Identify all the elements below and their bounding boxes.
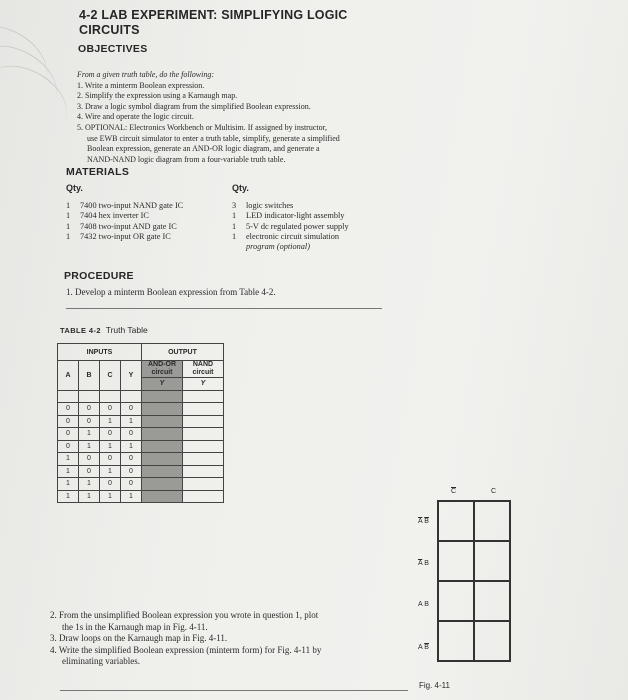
andor-output-cell [142, 415, 183, 428]
nand-output-cell [183, 428, 224, 441]
andor-header-line: circuit [151, 369, 173, 376]
table-row [58, 478, 224, 491]
kmap-cell[interactable] [437, 500, 475, 542]
material-item: program (optional) [246, 242, 310, 252]
kmap-cell[interactable] [437, 540, 475, 582]
material-row [232, 232, 349, 242]
material-item: 7408 two-input AND gate IC [80, 221, 177, 231]
nand-output-cell [183, 465, 224, 478]
objective-item-continued: Boolean expression, generate an AND-OR logic diagram, and generate a [87, 144, 320, 154]
material-item: logic switches [246, 201, 294, 210]
cell-y: 0 [121, 453, 142, 466]
cell-b: 1 [79, 478, 100, 491]
andor-circuit-header [142, 361, 183, 378]
nand-output-cell [183, 403, 224, 416]
kmap-cell[interactable] [473, 540, 511, 582]
objective-item: 3. Draw a logic symbol diagram from the simplified Boolean expression. [77, 101, 311, 111]
nand-y-label: Y [183, 378, 224, 391]
procedure-step-4: 4. Write the simplified Boolean expression (minterm form) for Fig. 4-11 by [50, 644, 322, 655]
material-item: 7432 two-input OR gate IC [80, 231, 171, 241]
kmap-row-var: A [418, 601, 423, 608]
nand-output-cell [183, 478, 224, 491]
materials-heading: MATERIALS [66, 166, 130, 178]
cell-y: 1 [121, 440, 142, 453]
truth-table-group-header [58, 344, 224, 361]
col-b: B [79, 361, 100, 391]
andor-header-line: AND-OR [148, 361, 176, 368]
spacer-cell [79, 390, 100, 403]
nand-output-cell [183, 440, 224, 453]
kmap-row-var: $\overline{B}$ [424, 518, 429, 525]
col-a: A [58, 361, 79, 391]
procedure-step-2: 2. From the unsimplified Boolean expression you wrote in question 1, plot [50, 610, 319, 620]
objective-item: 1. Write a minterm Boolean expression. [77, 80, 205, 90]
nand-header-line: circuit [192, 369, 214, 376]
cell-c: 0 [100, 403, 121, 416]
cell-a: 0 [58, 403, 79, 416]
cell-c: 1 [100, 415, 121, 428]
andor-output-cell [142, 453, 183, 466]
objective-item: 2. Simplify the expression using a Karnaugh map. [77, 91, 238, 101]
cell-b: 0 [79, 453, 100, 466]
kmap-row-label [418, 518, 429, 525]
table-spacer-row [58, 390, 224, 403]
cell-a: 1 [58, 490, 79, 503]
procedure-heading: PROCEDURE [64, 270, 134, 282]
cell-a: 0 [58, 428, 79, 441]
material-item: 7404 hex inverter IC [80, 211, 149, 221]
andor-output-cell [142, 465, 183, 478]
table-row [58, 440, 224, 453]
title-line-2: CIRCUITS [79, 23, 140, 37]
kmap-row-var: B [424, 601, 429, 608]
material-row [232, 201, 349, 211]
procedure-step-2-continued: the 1s in the Karnaugh map in Fig. 4-11. [62, 621, 208, 632]
material-row [66, 201, 183, 211]
cell-b: 0 [79, 465, 100, 478]
cell-c: 0 [100, 478, 121, 491]
procedure-step-4-continued: eliminating variables. [62, 656, 140, 666]
cell-b: 1 [79, 428, 100, 441]
table-row [58, 415, 224, 428]
table-caption-label: TABLE 4-2 [60, 326, 101, 335]
inputs-header: INPUTS [58, 344, 142, 361]
table-row [58, 428, 224, 441]
cell-a: 0 [58, 415, 79, 428]
kmap-col-label-c [491, 488, 496, 495]
cell-b: 0 [79, 403, 100, 416]
andor-output-cell [142, 478, 183, 491]
materials-left-list [66, 201, 183, 242]
qty-label-left: Qty. [66, 183, 83, 193]
table-caption-title: Truth Table [105, 325, 148, 335]
material-qty: 1 [66, 201, 71, 210]
objectives-intro: From a given truth table, do the following: [77, 70, 215, 79]
answer-line [66, 308, 382, 309]
cell-c: 1 [100, 440, 121, 453]
material-qty: 3 [232, 201, 237, 210]
kmap-row-var: B [424, 560, 429, 567]
answer-line [60, 690, 408, 691]
kmap-col-label-text: C [491, 488, 497, 495]
andor-y-label: Y [142, 378, 183, 391]
cell-y: 0 [121, 403, 142, 416]
qty-label-right: Qty. [232, 183, 249, 193]
kmap-cell[interactable] [437, 580, 475, 622]
col-y: Y [121, 361, 142, 391]
material-qty: 1 [66, 231, 71, 241]
andor-output-cell [142, 490, 183, 503]
output-header: OUTPUT [142, 344, 224, 361]
title-line-1: 4-2 LAB EXPERIMENT: SIMPLIFYING LOGIC [79, 8, 348, 22]
material-item: 7400 two-input NAND gate IC [80, 201, 184, 210]
procedure-step-1: 1. Develop a minterm Boolean expression from Table 4-2. [66, 287, 276, 297]
material-qty: 1 [232, 211, 237, 221]
material-row [66, 222, 183, 232]
cell-y: 0 [121, 478, 142, 491]
table-caption [60, 325, 148, 335]
material-item: 5-V dc regulated power supply [246, 221, 349, 231]
page-title [79, 8, 419, 38]
cell-c: 1 [100, 465, 121, 478]
materials-right-list [232, 201, 349, 252]
spacer-cell [183, 390, 224, 403]
cell-y: 1 [121, 415, 142, 428]
material-qty: 1 [232, 221, 237, 231]
andor-output-cell [142, 428, 183, 441]
truth-table [57, 343, 224, 503]
procedure-steps-2-4 [50, 610, 410, 668]
nand-output-cell [183, 415, 224, 428]
objective-item-continued: use EWB circuit simulator to enter a truth table, simplify, generate a simplified [87, 133, 340, 143]
kmap-row-label [418, 560, 429, 567]
col-c: C [100, 361, 121, 391]
material-row [232, 242, 349, 252]
objectives-heading: OBJECTIVES [78, 43, 148, 55]
cell-b: 1 [79, 440, 100, 453]
material-qty: 1 [66, 211, 71, 221]
material-qty: 1 [232, 231, 237, 241]
kmap-row-var: $\overline{A}$ [418, 518, 423, 525]
kmap-cell[interactable] [473, 500, 511, 542]
andor-output-cell [142, 403, 183, 416]
material-row [66, 211, 183, 221]
cell-a: 1 [58, 465, 79, 478]
cell-y: 0 [121, 465, 142, 478]
kmap-row-var: $\overline{B}$ [424, 644, 429, 651]
kmap-row-label [418, 601, 429, 608]
objective-item: 5. OPTIONAL: Electronics Workbench or Multisim. If assigned by instructor, [77, 122, 327, 132]
table-row [58, 465, 224, 478]
material-row [232, 222, 349, 232]
nand-output-cell [183, 453, 224, 466]
kmap-cell[interactable] [437, 620, 475, 662]
material-item: LED indicator-light assembly [246, 211, 345, 221]
objective-item-continued: NAND-NAND logic diagram from a four-variable truth table. [87, 154, 286, 164]
spacer-cell [58, 390, 79, 403]
table-row [58, 403, 224, 416]
cell-y: 1 [121, 490, 142, 503]
kmap-col-label-text: $\overline{C}$ [451, 488, 457, 495]
material-row [66, 232, 183, 242]
material-row [232, 211, 349, 221]
andor-output-cell [142, 440, 183, 453]
spacer-cell [121, 390, 142, 403]
nand-circuit-header [183, 361, 224, 378]
cell-a: 1 [58, 453, 79, 466]
cell-b: 1 [79, 490, 100, 503]
cell-c: 0 [100, 453, 121, 466]
cell-a: 1 [58, 478, 79, 491]
kmap-row-var: A [418, 644, 423, 651]
material-qty: 1 [66, 221, 71, 231]
cell-a: 0 [58, 440, 79, 453]
figure-caption: Fig. 4-11 [419, 681, 450, 690]
spacer-cell [100, 390, 121, 403]
kmap-row-label [418, 644, 429, 651]
cell-c: 0 [100, 428, 121, 441]
objective-item: 4. Wire and operate the logic circuit. [77, 112, 194, 122]
spacer-cell [142, 390, 183, 403]
nand-header-line: NAND [192, 361, 214, 368]
kmap-cell[interactable] [473, 580, 511, 622]
kmap-row-var: $\overline{A}$ [418, 560, 423, 567]
kmap-col-label-c-bar [451, 488, 456, 495]
cell-b: 0 [79, 415, 100, 428]
truth-table-column-header [58, 361, 224, 378]
nand-output-cell [183, 490, 224, 503]
kmap-cell[interactable] [473, 620, 511, 662]
table-row [58, 490, 224, 503]
table-row [58, 453, 224, 466]
procedure-step-3: 3. Draw loops on the Karnaugh map in Fig. 4-11. [50, 633, 228, 643]
cell-c: 1 [100, 490, 121, 503]
objectives-list [77, 70, 407, 165]
material-item: electronic circuit simulation [246, 231, 340, 241]
cell-y: 0 [121, 428, 142, 441]
